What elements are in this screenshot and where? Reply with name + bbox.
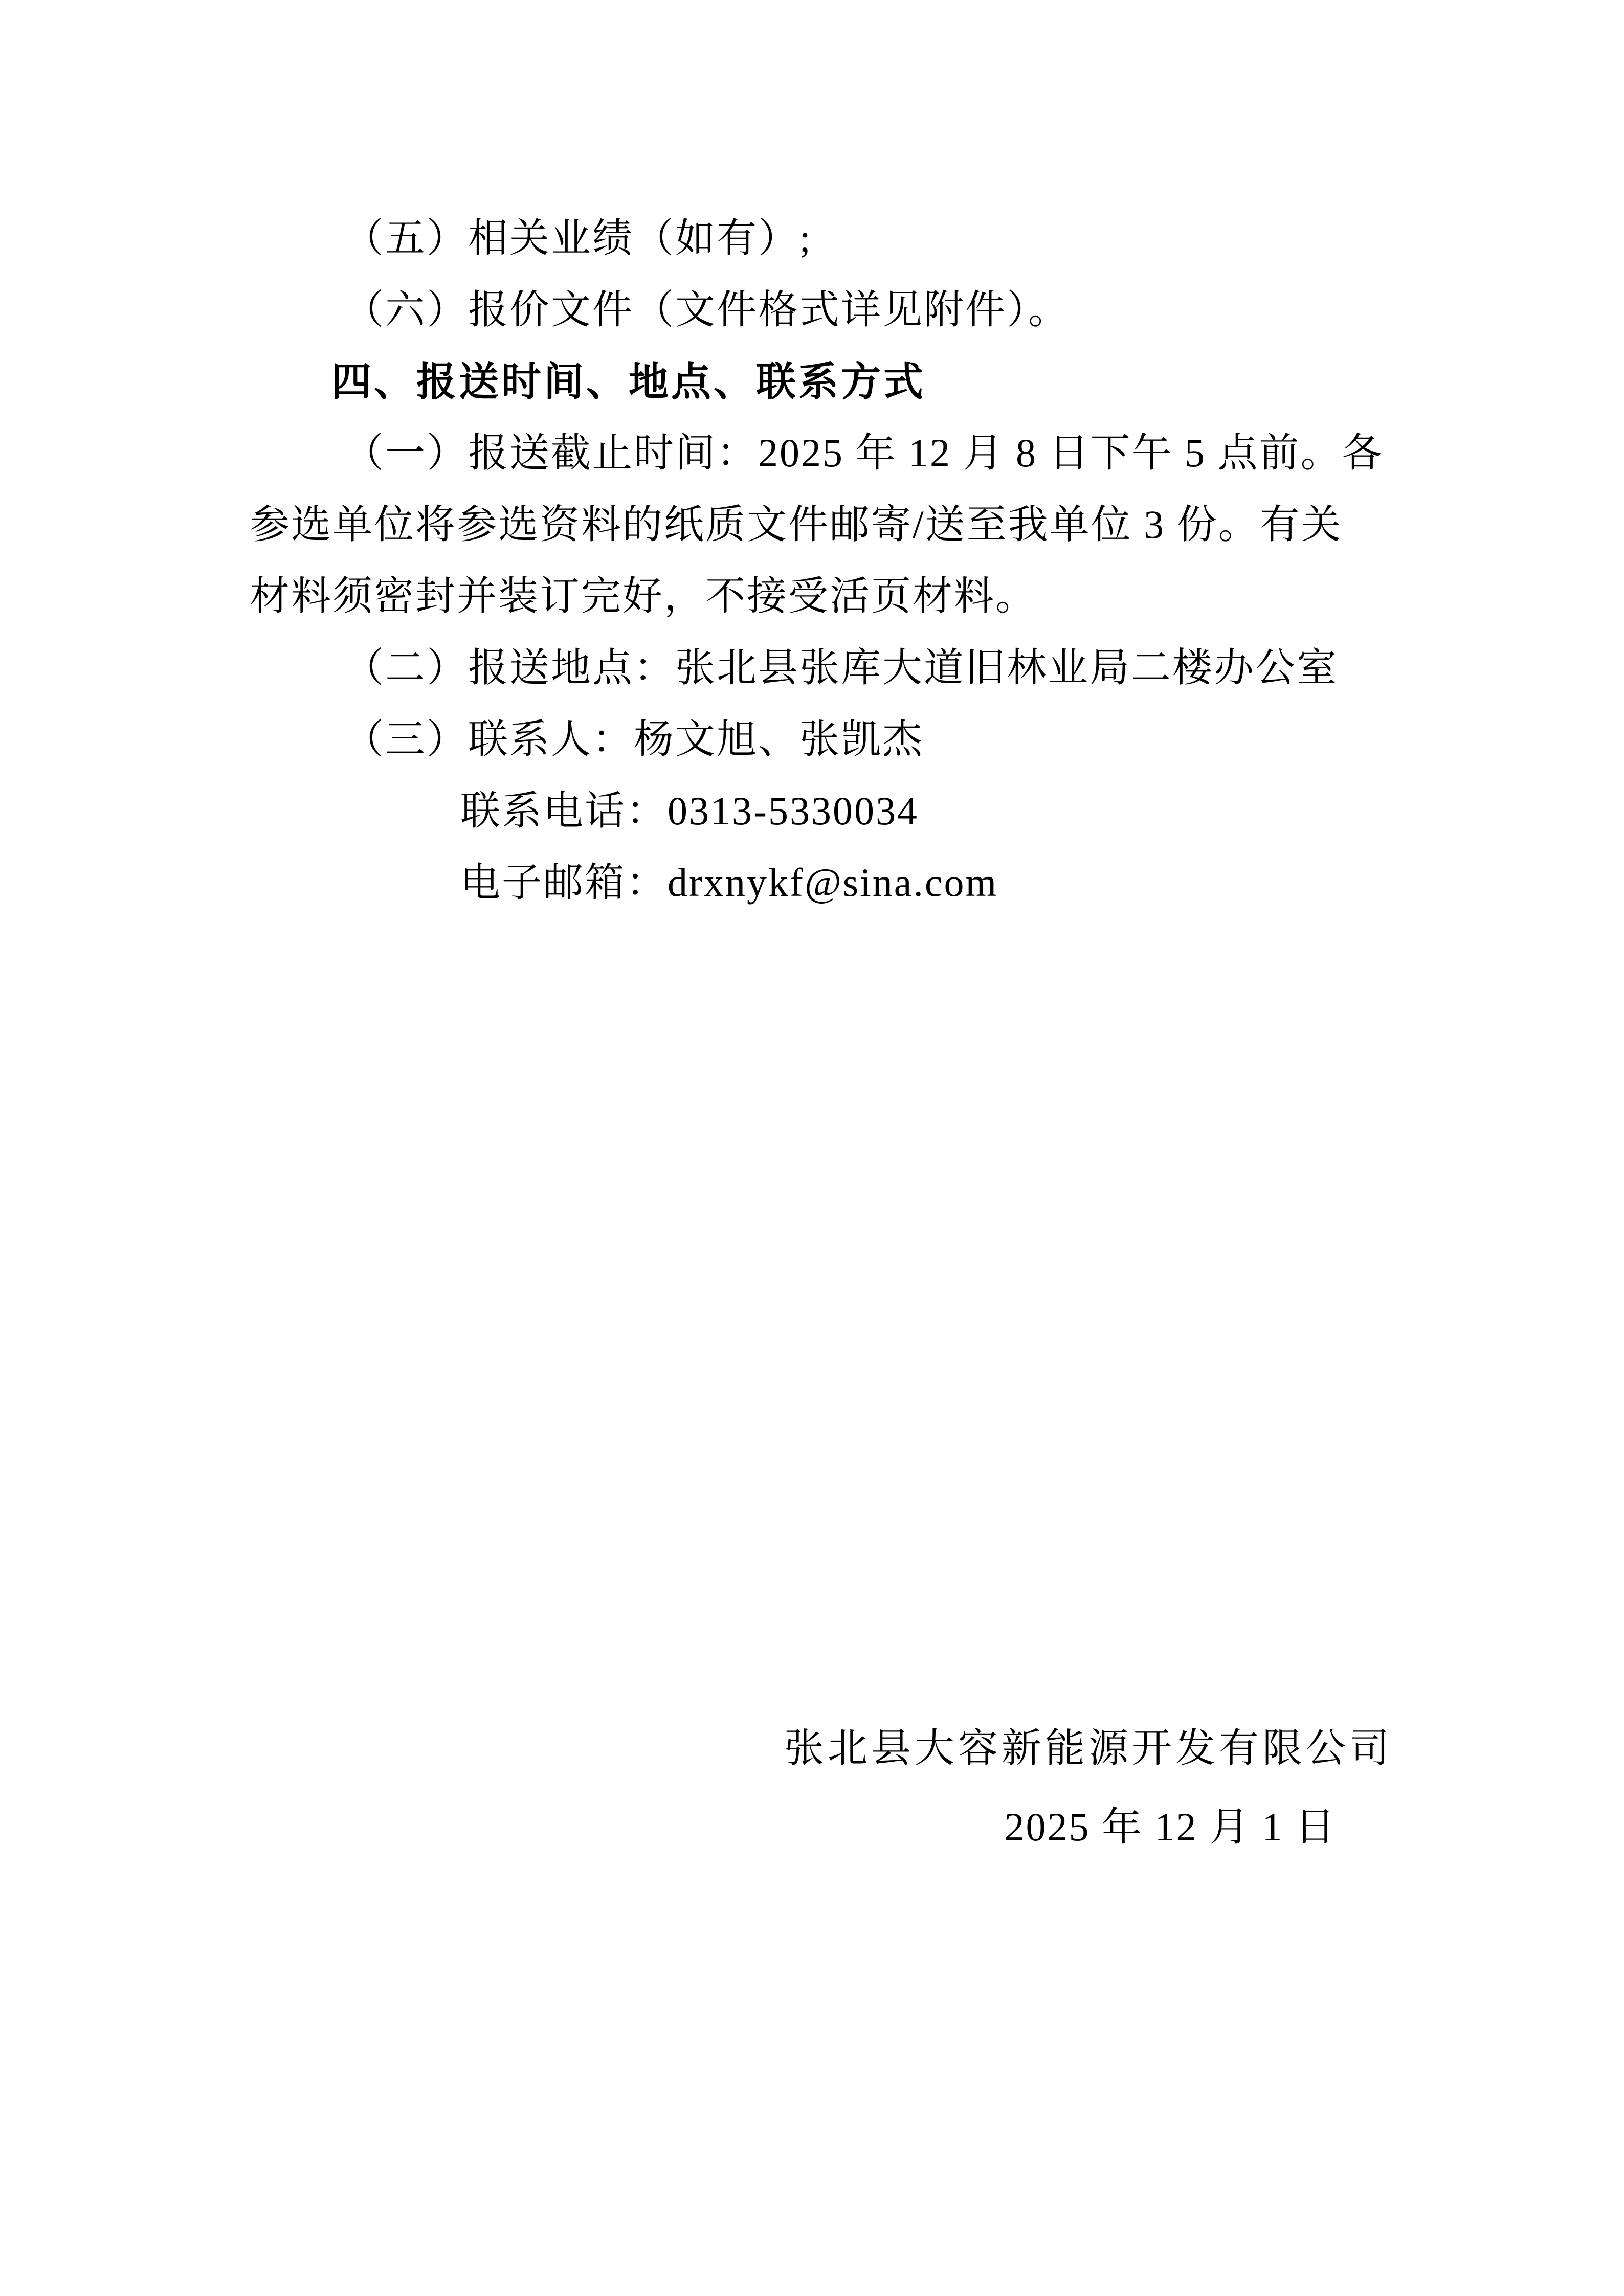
text-line-contact-email: 电子邮箱：drxnykf@sina.com bbox=[460, 860, 998, 905]
text-line-deadline-cont-2: 材料须密封并装订完好，不接受活页材料。 bbox=[250, 574, 1037, 618]
text-line-address: （二）报送地点：张北县张库大道旧林业局二楼办公室 bbox=[344, 645, 1339, 690]
signature-date: 2025 年 12 月 1 日 bbox=[1004, 1805, 1337, 1849]
text-line-item-5: （五）相关业绩（如有）; bbox=[344, 216, 812, 260]
text-line-contact-phone: 联系电话：0313-5330034 bbox=[460, 789, 919, 833]
section-heading: 四、报送时间、地点、联系方式 bbox=[331, 359, 926, 404]
document-body bbox=[250, 202, 1395, 918]
text-line-contact-person: （三）联系人：杨文旭、张凯杰 bbox=[344, 717, 924, 761]
signature-company: 张北县大容新能源开发有限公司 bbox=[784, 1726, 1393, 1770]
text-line-deadline: （一）报送截止时间：2025 年 12 月 8 日下午 5 点前。各 bbox=[344, 431, 1384, 475]
text-line-deadline-cont-1: 参选单位将参选资料的纸质文件邮寄/送至我单位 3 份。有关 bbox=[250, 502, 1343, 547]
text-line-item-6: （六）报价文件（文件格式详见附件）。 bbox=[344, 287, 1070, 332]
